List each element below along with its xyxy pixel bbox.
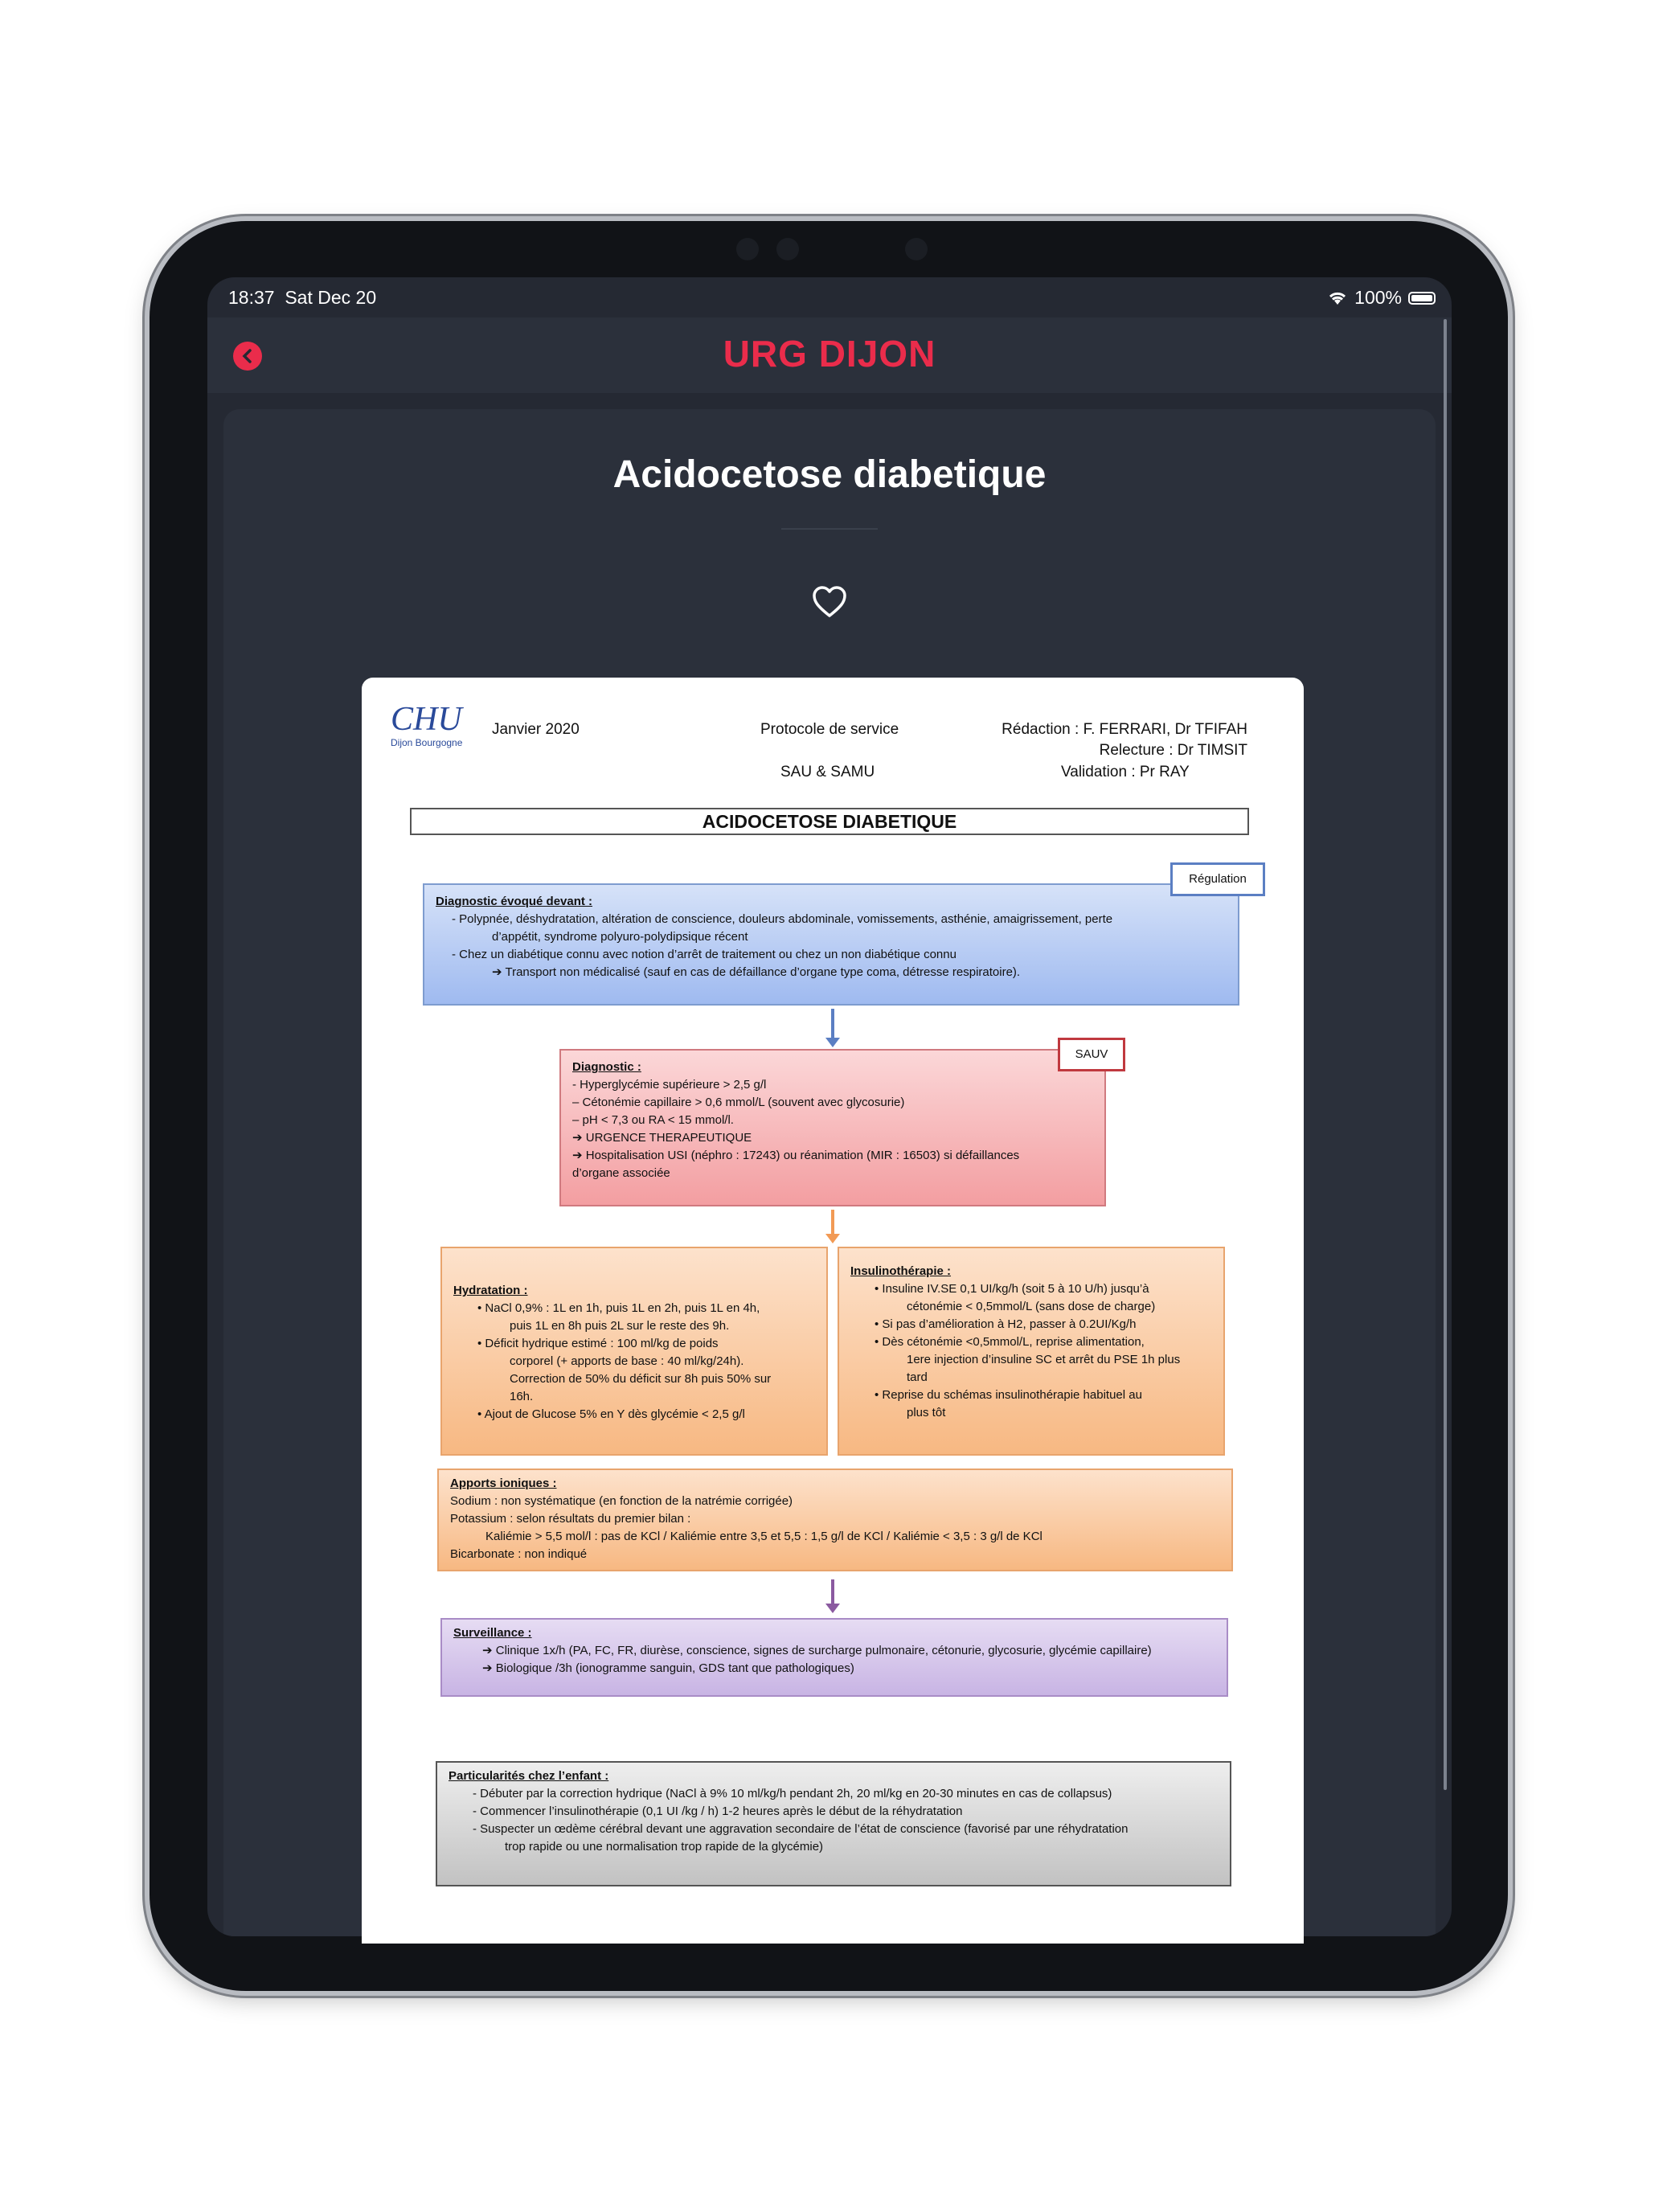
hydratation-line: • NaCl 0,9% : 1L en 1h, puis 1L en 2h, puis 1L en 4h, bbox=[477, 1301, 760, 1315]
enfant-line: - Commencer l’insulinothérapie (0,1 UI /kg / h) 1-2 heures après le début de la réhydratation bbox=[473, 1804, 963, 1818]
status-right bbox=[1327, 287, 1436, 309]
page-title: Acidocetose diabetique bbox=[612, 453, 1047, 496]
doc-relecture: Relecture : Dr TIMSIT bbox=[1099, 742, 1247, 759]
enfant-heading: Particularités chez l’enfant : bbox=[449, 1769, 609, 1783]
enfant-line: trop rapide ou une normalisation trop rapide de la glycémie) bbox=[505, 1840, 824, 1854]
flow-arrow bbox=[831, 1210, 834, 1237]
apports-line: Bicarbonate : non indiqué bbox=[450, 1547, 588, 1561]
back-button[interactable] bbox=[233, 342, 262, 371]
battery-percent: 100% bbox=[1354, 287, 1402, 308]
insulinotherapie-line: 1ere injection d’insuline SC et arrêt du PSE 1h plus bbox=[907, 1353, 1181, 1366]
doc-main-title: ACIDOCETOSE DIABETIQUE bbox=[410, 808, 1249, 835]
nav-bar bbox=[207, 317, 1452, 393]
regulation-line: d’appétit, syndrome polyuro-polydipsique récent bbox=[492, 930, 748, 944]
insulinotherapie-line: • Reprise du schémas insulinothérapie habituel au bbox=[875, 1388, 1142, 1402]
sauv-line: ➔ Hospitalisation USI (néphro : 17243) ou réanimation (MIR : 16503) si défaillances bbox=[572, 1149, 1020, 1162]
hydratation-line: Correction de 50% du déficit sur 8h puis 50% sur bbox=[510, 1372, 772, 1386]
hydratation-line: • Ajout de Glucose 5% en Y dès glycémie < 2,5 g/l bbox=[477, 1407, 745, 1421]
hydratation-line: 16h. bbox=[510, 1390, 534, 1403]
chevron-left-icon bbox=[241, 349, 254, 363]
doc-redaction: Rédaction : F. FERRARI, Dr TFIFAH bbox=[1002, 721, 1247, 738]
logo-text: CHU bbox=[391, 701, 462, 738]
sauv-tag: SAUV bbox=[1058, 1038, 1125, 1071]
hydratation-line: puis 1L en 8h puis 2L sur le reste des 9h. bbox=[510, 1319, 730, 1333]
flow-arrow bbox=[831, 1009, 834, 1041]
camera-dot bbox=[905, 238, 928, 260]
chu-logo bbox=[391, 702, 479, 758]
app-title: URG DIJON bbox=[723, 333, 936, 375]
wifi-icon bbox=[1327, 290, 1348, 306]
enfant-box bbox=[436, 1761, 1231, 1886]
surveillance-box bbox=[440, 1618, 1228, 1697]
sauv-line: d’organe associée bbox=[572, 1166, 670, 1180]
protocol-document[interactable] bbox=[362, 678, 1304, 1944]
enfant-line: - Débuter par la correction hydrique (NaCl à 9% 10 ml/kg/h pendant 2h, 20 ml/kg en 20-30 minutes en cas de collapsus) bbox=[473, 1787, 1112, 1800]
insulinotherapie-box bbox=[838, 1247, 1225, 1456]
insulinotherapie-line: • Insuline IV.SE 0,1 UI/kg/h (soit 5 à 10 U/h) jusqu’à bbox=[875, 1282, 1149, 1296]
insulinotherapie-line: • Dès cétonémie <0,5mmol/L, reprise alimentation, bbox=[875, 1335, 1145, 1349]
time-text: 18:37 bbox=[228, 287, 275, 308]
sauv-box bbox=[559, 1049, 1106, 1206]
regulation-tag: Régulation bbox=[1170, 862, 1265, 896]
logo-caption: Dijon Bourgogne bbox=[391, 737, 463, 748]
surveillance-line: ➔ Clinique 1x/h (PA, FC, FR, diurèse, conscience, signes de surcharge pulmonaire, cétonurie, glycosurie, glycémie capillaire) bbox=[482, 1644, 1152, 1657]
doc-validation: Validation : Pr RAY bbox=[1061, 764, 1190, 780]
flow-arrow bbox=[831, 1579, 834, 1607]
status-time bbox=[228, 287, 376, 309]
doc-protocol: Protocole de service bbox=[760, 721, 899, 738]
regulation-line: - Polypnée, déshydratation, altération de conscience, douleurs abdominale, vomissements, asthénie, amaigrissement, perte bbox=[452, 912, 1113, 926]
insulinotherapie-line: plus tôt bbox=[907, 1406, 946, 1419]
regulation-box bbox=[423, 883, 1239, 1006]
apports-line: Sodium : non systématique (en fonction de la natrémie corrigée) bbox=[450, 1494, 793, 1508]
battery-icon bbox=[1408, 292, 1436, 305]
sauv-line: - Hyperglycémie supérieure > 2,5 g/l bbox=[572, 1078, 767, 1092]
apports-box bbox=[437, 1469, 1233, 1571]
apports-line: Potassium : selon résultats du premier bilan : bbox=[450, 1512, 691, 1526]
date-text: Sat Dec 20 bbox=[285, 287, 377, 308]
doc-date: Janvier 2020 bbox=[492, 721, 580, 738]
heart-icon[interactable] bbox=[812, 586, 847, 618]
regulation-heading: Diagnostic évoqué devant : bbox=[436, 895, 593, 908]
regulation-line: - Chez un diabétique connu avec notion d’arrêt de traitement ou chez un non diabétique connu bbox=[452, 948, 956, 961]
apports-line: Kaliémie > 5,5 mol/l : pas de KCl / Kaliémie entre 3,5 et 5,5 : 1,5 g/l de KCl / Kaliémie < 3,5 : 3 g/l de KCl bbox=[485, 1530, 1043, 1543]
sauv-line: – pH < 7,3 ou RA < 15 mmol/l. bbox=[572, 1113, 734, 1127]
insulinotherapie-line: tard bbox=[907, 1370, 928, 1384]
camera-dot bbox=[776, 238, 799, 260]
regulation-line: ➔ Transport non médicalisé (sauf en cas de défaillance d’organe type coma, détresse respiratoire). bbox=[492, 965, 1021, 979]
surveillance-line: ➔ Biologique /3h (ionogramme sanguin, GDS tant que pathologiques) bbox=[482, 1661, 854, 1675]
enfant-line: - Suspecter un œdème cérébral devant une aggravation secondaire de l’état de conscience (favorisé par une réhydratation bbox=[473, 1822, 1129, 1836]
hydratation-line: corporel (+ apports de base : 40 ml/kg/24h). bbox=[510, 1354, 744, 1368]
doc-service: SAU & SAMU bbox=[780, 764, 875, 780]
hydratation-line: • Déficit hydrique estimé : 100 ml/kg de poids bbox=[477, 1337, 719, 1350]
status-bar bbox=[207, 277, 1452, 317]
camera-dot bbox=[736, 238, 759, 260]
sauv-line: ➔ URGENCE THERAPEUTIQUE bbox=[572, 1131, 752, 1145]
sauv-heading: Diagnostic : bbox=[572, 1060, 641, 1074]
insulinotherapie-heading: Insulinothérapie : bbox=[850, 1264, 952, 1278]
surveillance-heading: Surveillance : bbox=[453, 1626, 532, 1640]
insulinotherapie-line: • Si pas d’amélioration à H2, passer à 0.2UI/Kg/h bbox=[875, 1317, 1137, 1331]
hydratation-heading: Hydratation : bbox=[453, 1284, 528, 1297]
insulinotherapie-line: cétonémie < 0,5mmol/L (sans dose de charge) bbox=[907, 1300, 1156, 1313]
apports-heading: Apports ioniques : bbox=[450, 1477, 557, 1490]
sauv-line: – Cétonémie capillaire > 0,6 mmol/L (souvent avec glycosurie) bbox=[572, 1096, 905, 1109]
scrollbar[interactable] bbox=[1444, 319, 1447, 1790]
hydratation-box bbox=[440, 1247, 828, 1456]
title-divider bbox=[781, 528, 878, 530]
